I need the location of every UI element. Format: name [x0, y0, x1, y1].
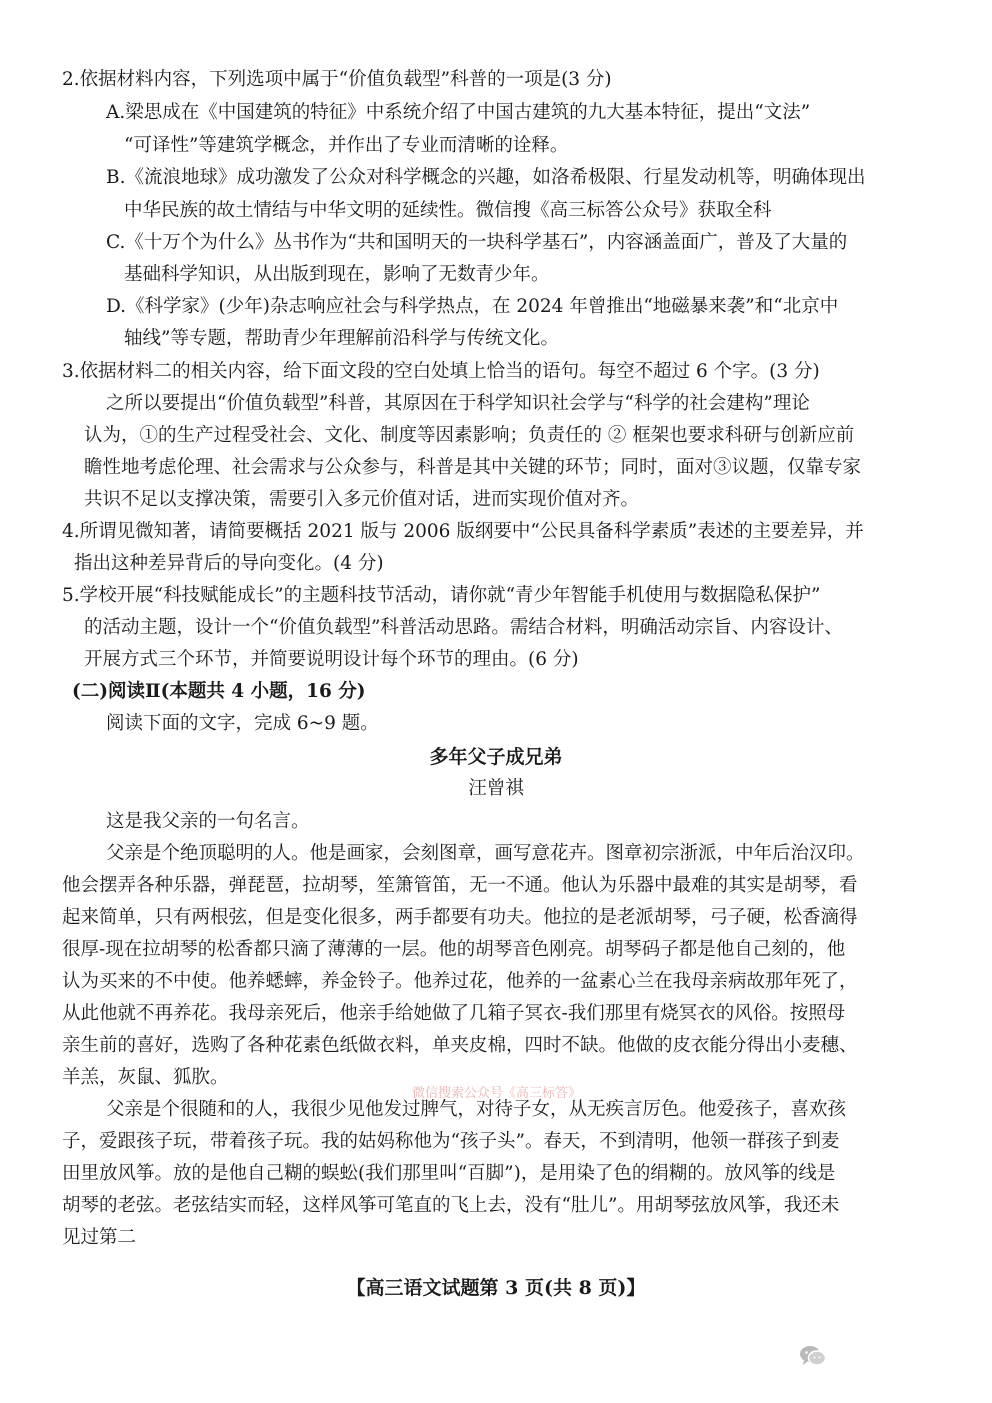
q3-stem: 3.依据材料二的相关内容，给下面文段的空白处填上恰当的语句。每空不超过 6 个字。(3 分) [62, 361, 820, 382]
essay-p2-line: 他会摆弄各种乐器，弹琵琶，拉胡琴，笙箫管笛，无一不通。他认为乐器中最难的其实是胡琴，看 [62, 875, 858, 896]
watermark: 微信搜索公众号《高三标答》 [412, 1086, 582, 1101]
q5-stem-cont: 开展方式三个环节，并简要说明设计每个环节的理由。(6 分) [84, 649, 579, 670]
section-instruction: 阅读下面的文字，完成 6~9 题。 [106, 713, 379, 734]
section-heading: (二)阅读Ⅱ(本题共 4 小题，16 分) [72, 681, 366, 702]
essay-p2-line: 从此他就不再养花。我母亲死后，他亲手给她做了几箱子冥衣-我们那里有烧冥衣的风俗。按照母 [62, 1003, 846, 1024]
essay-p3-line: 田里放风筝。放的是他自己糊的蜈蚣(我们那里叫“百脚”)，是用染了色的绢糊的。放风筝的线是 [62, 1163, 836, 1184]
q2-option-c-cont: 基础科学知识，从出版到现在，影响了无数青少年。 [124, 264, 550, 285]
essay-p2-line: 父亲是个绝顶聪明的人。他是画家，会刻图章，画写意花卉。图章初宗浙派，中年后治汉印。 [106, 843, 865, 864]
q4-stem-cont: 指出这种差异背后的导向变化。(4 分) [74, 553, 384, 574]
q3-passage-line: 之所以要提出“价值负载型”科普，其原因在于科学知识社会学与“科学的社会建构”理论 [106, 393, 810, 414]
essay-paragraph-1: 这是我父亲的一句名言。 [106, 811, 310, 832]
q3-passage-line: 共识不足以支撑决策，需要引入多元价值对话，进而实现价值对齐。 [84, 489, 640, 510]
q4-stem: 4.所谓见微知著，请简要概括 2021 版与 2006 版纲要中“公民具备科学素质”表述的主要差异，并 [62, 521, 864, 542]
q3-passage-line: 瞻性地考虑伦理、社会需求与公众参与，科普是其中关键的环节；同时，面对③议题，仅靠专家 [84, 457, 862, 478]
q2-option-b: B.《流浪地球》成功激发了公众对科学概念的兴趣，如洛希极限、行星发动机等，明确体现出 [106, 167, 866, 188]
essay-p2-line: 很厚-现在拉胡琴的松香都只滴了薄薄的一层。他的胡琴音色刚亮。胡琴码子都是他自己刻的，他 [62, 939, 846, 960]
essay-p2-line: 起来简单，只有两根弦，但是变化很多，两手都要有功夫。他拉的是老派胡琴，弓子硬，松香滴得 [62, 907, 858, 928]
q2-stem: 2.依据材料内容，下列选项中属于“价值负载型”科普的一项是(3 分) [62, 69, 612, 90]
page-footer: 【高三语文试题第 3 页(共 8 页)】 [346, 1277, 646, 1299]
essay-p3-line: 父亲是个很随和的人，我很少见他发过脾气，对待子女，从无疾言厉色。他爱孩子，喜欢孩 [106, 1099, 847, 1120]
essay-p2-line: 认为买来的不中使。他养蟋蟀，养金铃子。他养过花，他养的一盆素心兰在我母亲病故那年死了， [62, 971, 858, 992]
q2-option-b-cont: 中华民族的故土情结与中华文明的延续性。微信搜《高三标答公众号》获取全科 [124, 200, 772, 221]
q5-stem-cont: 的活动主题，设计一个“价值负载型”科普活动思路。需结合材料，明确活动宗旨、内容设计、 [84, 617, 843, 638]
q2-option-d-cont: 轴线”等专题，帮助青少年理解前沿科学与传统文化。 [124, 328, 559, 349]
q2-option-a-cont: “可译性”等建筑学概念，并作出了专业而清晰的诠释。 [124, 135, 569, 156]
q3-passage-line: 认为，①的生产过程受社会、文化、制度等因素影响；负责任的 ② 框架也要求科研与创新应前 [84, 425, 855, 446]
essay-p3-line: 见过第二 [62, 1227, 137, 1248]
essay-p2-line: 羊羔，灰鼠、狐肷。 [62, 1067, 229, 1088]
essay-p3-line: 子，爱跟孩子玩，带着孩子玩。我的姑妈称他为“孩子头”。春天，不到清明，他领一群孩子到麦 [62, 1131, 840, 1152]
wechat-icon [799, 1344, 827, 1368]
essay-author: 汪曾祺 [468, 778, 524, 799]
essay-p2-line: 亲生前的喜好，选购了各种花素色纸做衣料，单夹皮棉，四时不缺。他做的皮衣能分得出小麦穗、 [62, 1035, 858, 1056]
essay-title: 多年父子成兄弟 [429, 746, 563, 768]
q2-option-d: D.《科学家》(少年)杂志响应社会与科学热点，在 2024 年曾推出“地磁暴来袭”和“北京中 [106, 296, 839, 317]
essay-p3-line: 胡琴的老弦。老弦结实而轻，这样风筝可笔直的飞上去，没有“肚儿”。用胡琴弦放风筝，我还未 [62, 1195, 840, 1216]
q2-option-a: A.梁思成在《中国建筑的特征》中系统介绍了中国古建筑的九大基本特征，提出“文法” [106, 102, 811, 123]
q2-option-c: C.《十万个为什么》丛书作为“共和国明天的一块科学基石”，内容涵盖面广，普及了大量的 [106, 232, 848, 253]
q5-stem: 5.学校开展“科技赋能成长”的主题科技节活动，请你就“青少年智能手机使用与数据隐私保护” [62, 585, 821, 606]
